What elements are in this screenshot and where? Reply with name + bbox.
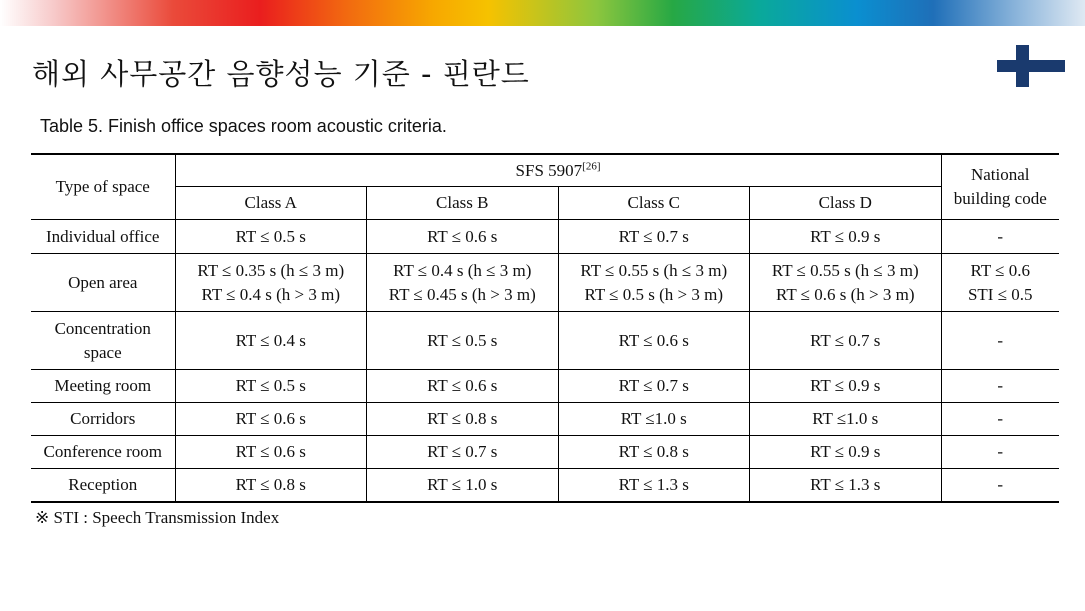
- header-class-c: Class C: [558, 187, 750, 220]
- header-class-a: Class A: [175, 187, 367, 220]
- slide-title: 해외 사무공간 음향성능 기준 - 핀란드: [32, 57, 530, 91]
- national-value: -: [941, 469, 1059, 503]
- value-line: RT ≤ 0.4 s (h ≤ 3 m): [393, 260, 532, 280]
- standard-name: SFS 5907: [515, 160, 583, 180]
- value-line: RT ≤ 0.55 s (h ≤ 3 m): [580, 260, 728, 280]
- national-value: -: [941, 370, 1059, 403]
- header-national-building-code: National building code: [941, 154, 1059, 220]
- national-value: -: [941, 220, 1059, 254]
- class-d-value: RT ≤1.0 s: [750, 403, 942, 436]
- footnote: ※ STI : Speech Transmission Index: [35, 508, 280, 527]
- class-a-value: RT ≤ 0.5 s: [175, 220, 367, 254]
- table-row: [31, 370, 1059, 403]
- national-value: -: [941, 403, 1059, 436]
- class-d-value: RT ≤ 0.9 s: [750, 436, 942, 469]
- class-d-value: RT ≤ 0.9 s: [750, 220, 942, 254]
- value-line: RT ≤ 0.45 s (h > 3 m): [388, 284, 536, 304]
- class-c-value: RT ≤ 0.8 s: [558, 436, 750, 469]
- class-c-value: RT ≤ 0.6 s: [558, 312, 750, 370]
- national-value: -: [941, 436, 1059, 469]
- class-a-value: RT ≤ 0.4 s: [175, 312, 367, 370]
- value-line: RT ≤ 0.6: [970, 260, 1030, 280]
- class-a-value: RT ≤ 0.6 s: [175, 403, 367, 436]
- class-b-value: RT ≤ 0.6 s: [367, 220, 559, 254]
- class-d-value: [750, 254, 942, 312]
- table-caption: Table 5. Finish office spaces room acoustic criteria.: [40, 116, 447, 136]
- table-row: [31, 312, 1059, 370]
- class-d-value: RT ≤ 1.3 s: [750, 469, 942, 503]
- class-b-value: RT ≤ 0.5 s: [367, 312, 559, 370]
- class-d-value: RT ≤ 0.9 s: [750, 370, 942, 403]
- class-b-value: [367, 254, 559, 312]
- value-line: RT ≤ 0.5 s (h > 3 m): [584, 284, 723, 304]
- acoustic-criteria-table: [31, 153, 1059, 503]
- national-value: [941, 254, 1059, 312]
- value-line: RT ≤ 0.6 s (h > 3 m): [776, 284, 915, 304]
- class-b-value: RT ≤ 1.0 s: [367, 469, 559, 503]
- value-line: RT ≤ 0.4 s (h > 3 m): [201, 284, 340, 304]
- table-row: [31, 220, 1059, 254]
- class-b-value: RT ≤ 0.8 s: [367, 403, 559, 436]
- class-a-value: RT ≤ 0.6 s: [175, 436, 367, 469]
- space-name: Individual office: [31, 220, 175, 254]
- class-a-value: [175, 254, 367, 312]
- class-a-value: RT ≤ 0.5 s: [175, 370, 367, 403]
- class-c-value: [558, 254, 750, 312]
- class-c-value: RT ≤ 1.3 s: [558, 469, 750, 503]
- header-class-d: Class D: [750, 187, 942, 220]
- acoustic-criteria-table-container: [31, 153, 1059, 503]
- standard-reference: [26]: [582, 159, 601, 172]
- table-row: [31, 403, 1059, 436]
- rainbow-header-bar: [0, 0, 1085, 26]
- space-name: Conference room: [31, 436, 175, 469]
- class-d-value: RT ≤ 0.7 s: [750, 312, 942, 370]
- space-name: Open area: [31, 254, 175, 312]
- space-name: Corridors: [31, 403, 175, 436]
- class-c-value: RT ≤ 0.7 s: [558, 220, 750, 254]
- finland-flag-icon: [997, 45, 1065, 87]
- value-line: RT ≤ 0.55 s (h ≤ 3 m): [771, 260, 919, 280]
- space-name: Reception: [31, 469, 175, 503]
- table-row: [31, 436, 1059, 469]
- value-line: STI ≤ 0.5: [967, 284, 1033, 304]
- value-line: RT ≤ 0.35 s (h ≤ 3 m): [197, 260, 345, 280]
- class-b-value: RT ≤ 0.6 s: [367, 370, 559, 403]
- table-row: [31, 469, 1059, 503]
- header-type-of-space: Type of space: [31, 154, 175, 220]
- header-class-b: Class B: [367, 187, 559, 220]
- table-row: [31, 254, 1059, 312]
- header-standard: [175, 154, 941, 187]
- class-c-value: RT ≤1.0 s: [558, 403, 750, 436]
- space-name: Meeting room: [31, 370, 175, 403]
- national-value: -: [941, 312, 1059, 370]
- space-name: Concentration space: [31, 312, 175, 370]
- class-c-value: RT ≤ 0.7 s: [558, 370, 750, 403]
- class-a-value: RT ≤ 0.8 s: [175, 469, 367, 503]
- class-b-value: RT ≤ 0.7 s: [367, 436, 559, 469]
